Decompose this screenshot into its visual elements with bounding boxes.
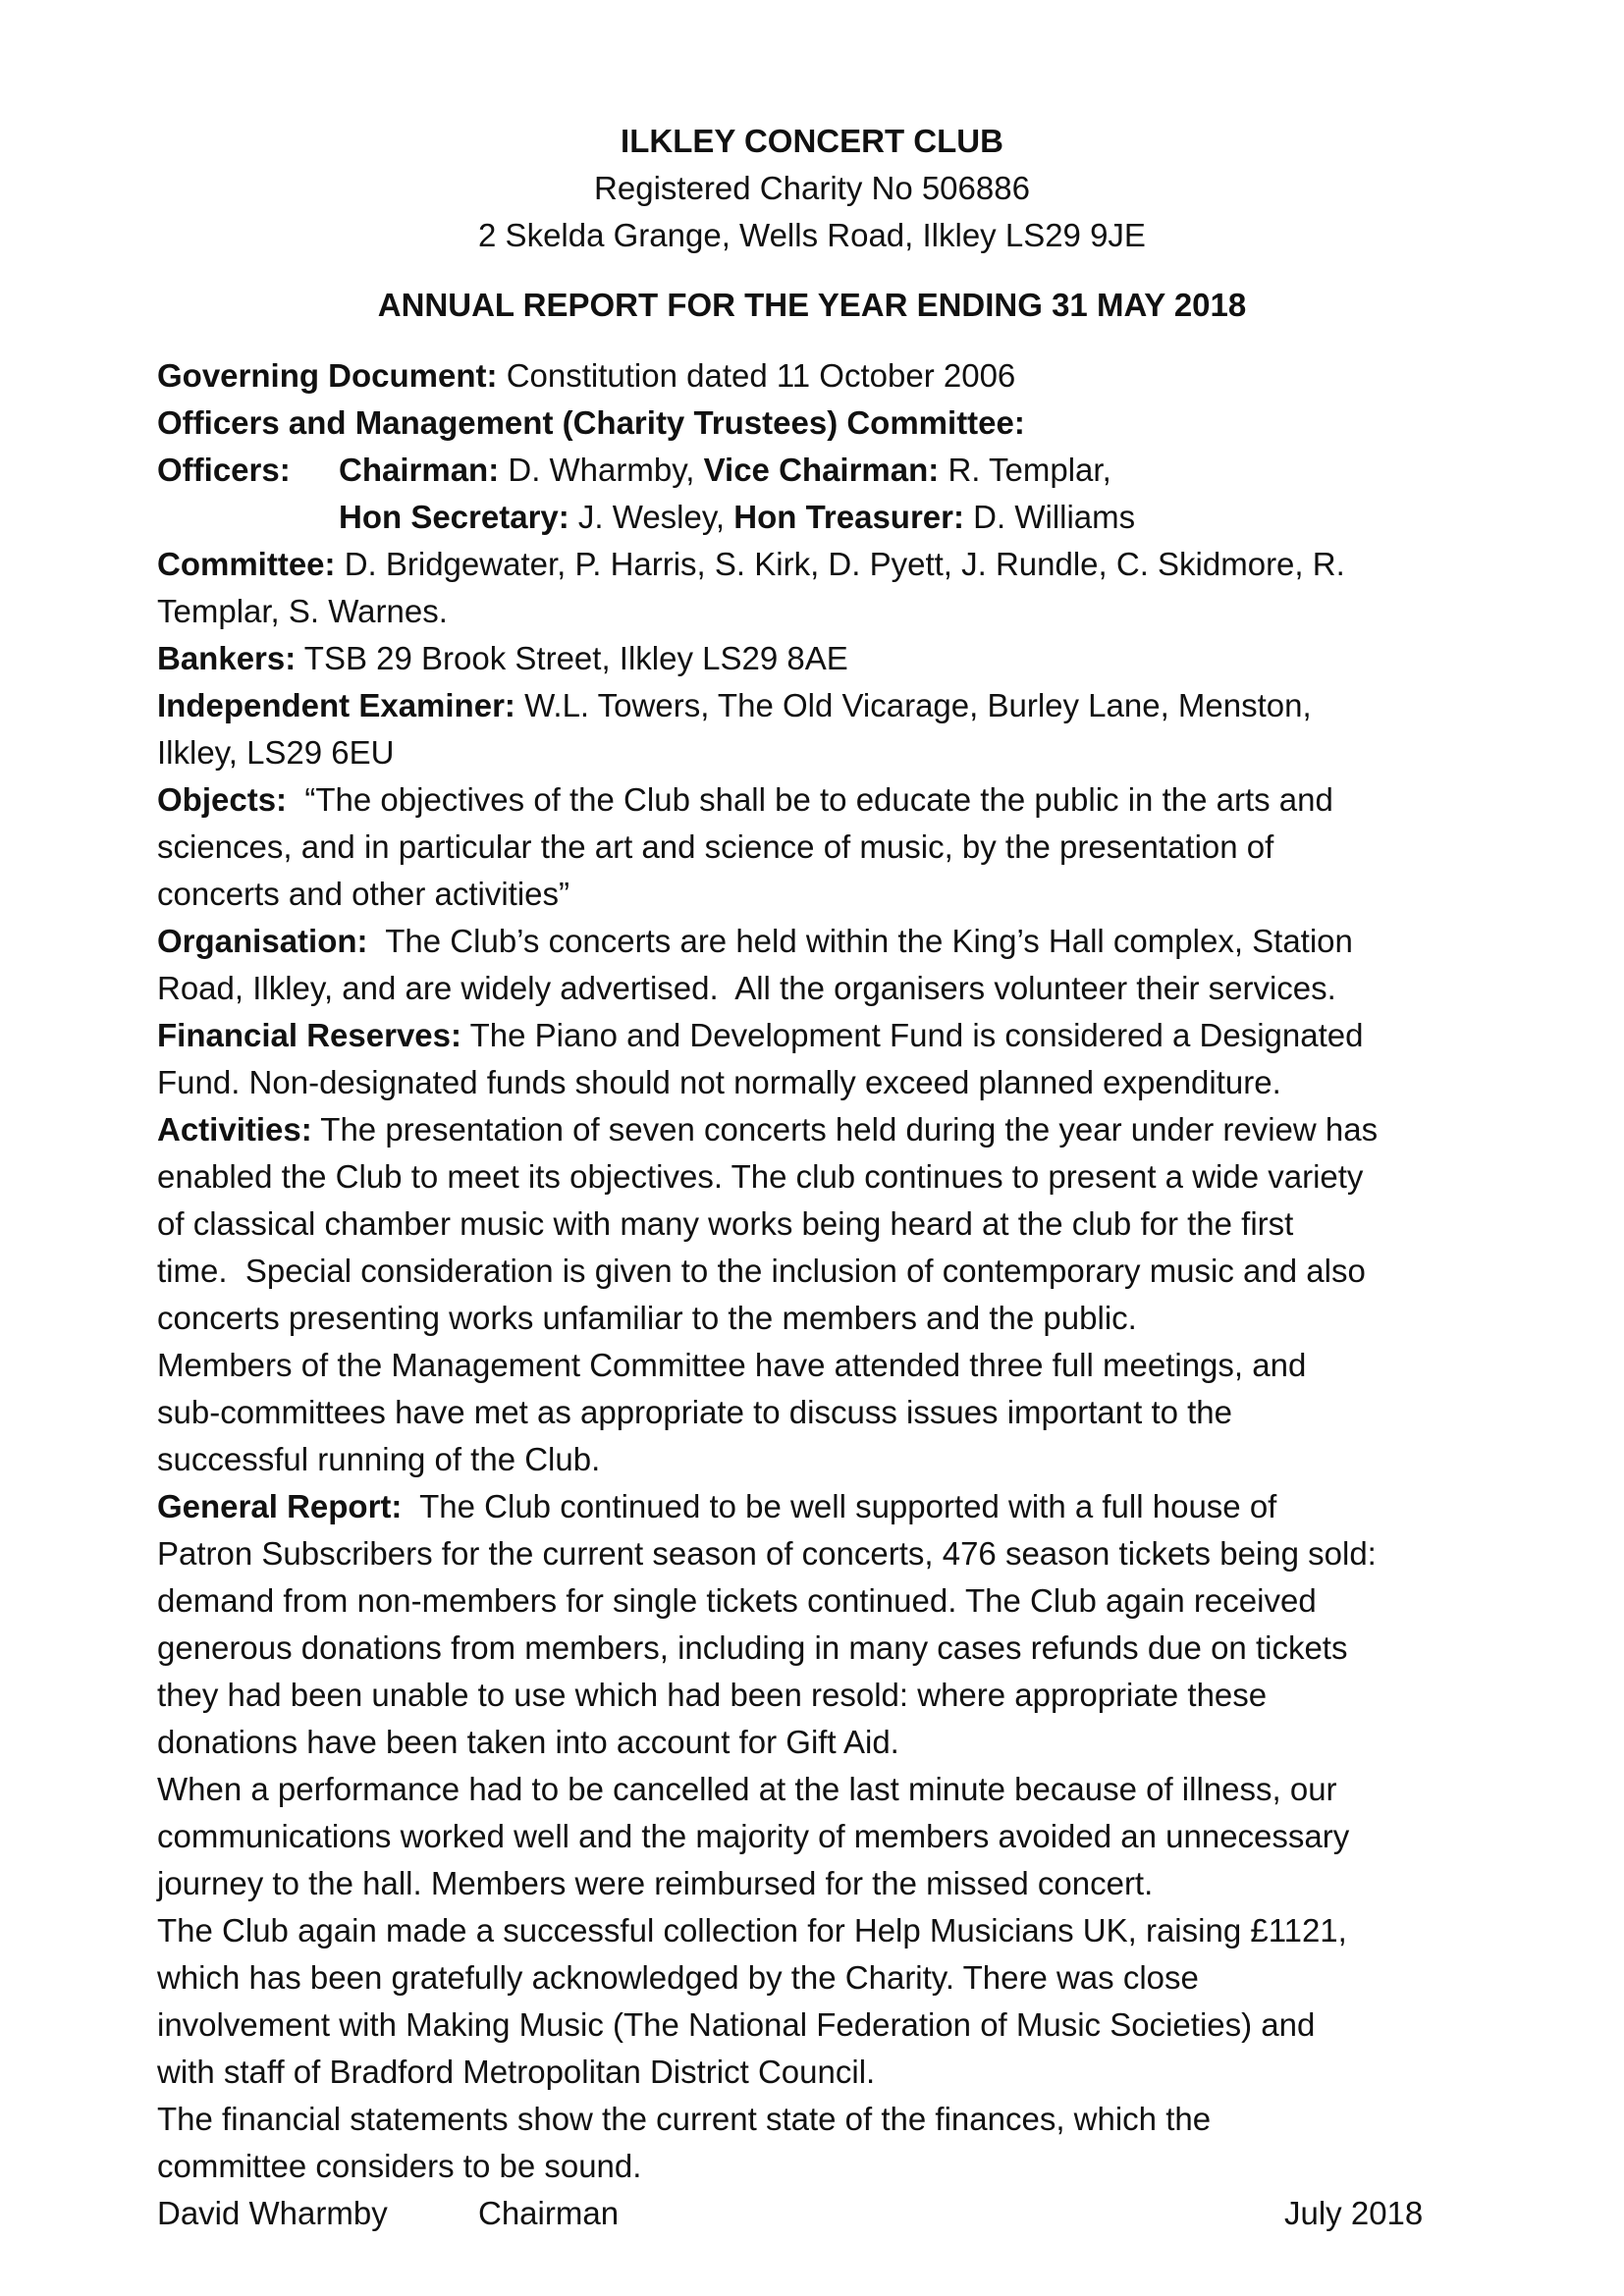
bankers-line xyxy=(157,635,1492,682)
governing-line xyxy=(157,352,1492,400)
activities-line: enabled the Club to meet its objectives. The club continues to present a wide variety xyxy=(157,1158,1364,1195)
report-body xyxy=(157,352,1492,2237)
vice-chairman-name: R. Templar, xyxy=(939,452,1111,488)
general-label: General Report: xyxy=(157,1488,403,1524)
signatory-role: Chairman xyxy=(478,2195,620,2231)
general-line: The Club again made a successful collection for Help Musicians UK, raising £1121, xyxy=(157,1912,1347,1949)
chairman-label: Chairman: xyxy=(339,452,500,488)
general-line: committee considers to be sound. xyxy=(157,2148,642,2184)
general-line: involvement with Making Music (The National Federation of Music Societies) and xyxy=(157,2006,1316,2043)
general-line: Patron Subscribers for the current season of concerts, 476 season tickets being sold: xyxy=(157,1535,1377,1572)
objects-line: sciences, and in particular the art and science of music, by the presentation of xyxy=(157,828,1274,865)
reserves-line xyxy=(157,1012,1492,1059)
activities-line: successful running of the Club. xyxy=(157,1441,601,1477)
general-line: When a performance had to be cancelled at the last minute because of illness, our xyxy=(157,1771,1337,1807)
signature-date: July 2018 xyxy=(1284,2195,1424,2231)
examiner-line-2: Ilkley, LS29 6EU xyxy=(157,734,395,771)
committee-members: D. Bridgewater, P. Harris, S. Kirk, D. Pyett, J. Rundle, C. Skidmore, R. xyxy=(335,546,1345,582)
bankers-text: TSB 29 Brook Street, Ilkley LS29 8AE xyxy=(296,640,848,676)
vice-chairman-label: Vice Chairman: xyxy=(703,452,940,488)
activities-line: Members of the Management Committee have attended three full meetings, and xyxy=(157,1347,1307,1383)
officers-line-1 xyxy=(157,447,1492,494)
chairman-name: D. Wharmby, xyxy=(499,452,704,488)
activities-line: time. Special consideration is given to the inclusion of contemporary music and also xyxy=(157,1253,1366,1289)
bankers-label: Bankers: xyxy=(157,640,297,676)
general-line: communications worked well and the majority of members avoided an unnecessary xyxy=(157,1818,1350,1854)
governing-text: Constitution dated 11 October 2006 xyxy=(497,357,1016,394)
general-line: with staff of Bradford Metropolitan District Council. xyxy=(157,2054,876,2090)
organisation-line xyxy=(157,918,1492,965)
club-address: 2 Skelda Grange, Wells Road, Ilkley LS29 9JE xyxy=(478,217,1146,253)
committee-line-2: Templar, S. Warnes. xyxy=(157,593,448,629)
signatory-name: David Wharmby xyxy=(157,2195,388,2231)
organisation-label: Organisation: xyxy=(157,923,368,959)
examiner-text: W.L. Towers, The Old Vicarage, Burley Lane, Menston, xyxy=(514,687,1312,723)
objects-text: “The objectives of the Club shall be to educate the public in the arts and xyxy=(287,781,1333,818)
club-name: ILKLEY CONCERT CLUB xyxy=(621,123,1003,159)
signature-line xyxy=(157,2190,1492,2237)
activities-line: of classical chamber music with many works being heard at the club for the first xyxy=(157,1205,1294,1242)
general-line: journey to the hall. Members were reimbursed for the missed concert. xyxy=(157,1865,1154,1901)
secretary-label: Hon Secretary: xyxy=(339,499,569,535)
report-title: ANNUAL REPORT FOR THE YEAR ENDING 31 MAY 2018 xyxy=(377,287,1247,323)
treasurer-name: D. Williams xyxy=(964,499,1136,535)
general-text: The Club continued to be well supported with a full house of xyxy=(402,1488,1277,1524)
secretary-name: J. Wesley, xyxy=(568,499,734,535)
reserves-text: The Piano and Development Fund is considered a Designated xyxy=(461,1017,1364,1053)
general-line: demand from non-members for single tickets continued. The Club again received xyxy=(157,1582,1317,1619)
objects-label: Objects: xyxy=(157,781,288,818)
general-line: The financial statements show the current state of the finances, which the xyxy=(157,2101,1212,2137)
charity-number: Registered Charity No 506886 xyxy=(594,170,1030,206)
officers-heading: Officers and Management (Charity Trustees) Committee: xyxy=(157,404,1025,441)
reserves-label: Financial Reserves: xyxy=(157,1017,461,1053)
examiner-line-1 xyxy=(157,682,1492,729)
general-line: donations have been taken into account for Gift Aid. xyxy=(157,1724,899,1760)
officers-label: Officers: xyxy=(157,452,291,488)
objects-line xyxy=(157,776,1492,824)
general-line: they had been unable to use which had been resold: where appropriate these xyxy=(157,1677,1268,1713)
general-line xyxy=(157,1483,1492,1530)
governing-label: Governing Document: xyxy=(157,357,498,394)
committee-label: Committee: xyxy=(157,546,336,582)
general-line: which has been gratefully acknowledged by the Charity. There was close xyxy=(157,1959,1199,1996)
organisation-line: Road, Ilkley, and are widely advertised. All the organisers volunteer their services. xyxy=(157,970,1336,1006)
activities-line: sub-committees have met as appropriate to discuss issues important to the xyxy=(157,1394,1233,1430)
committee-line-1 xyxy=(157,541,1492,588)
activities-text: The presentation of seven concerts held during the year under review has xyxy=(311,1111,1379,1148)
examiner-label: Independent Examiner: xyxy=(157,687,515,723)
general-line: generous donations from members, including in many cases refunds due on tickets xyxy=(157,1629,1348,1666)
organisation-text: The Club’s concerts are held within the King’s Hall complex, Station xyxy=(367,923,1353,959)
activities-label: Activities: xyxy=(157,1111,312,1148)
activities-line xyxy=(157,1106,1492,1153)
reserves-line: Fund. Non-designated funds should not normally exceed planned expenditure. xyxy=(157,1064,1281,1100)
treasurer-label: Hon Treasurer: xyxy=(733,499,964,535)
officers-line-2 xyxy=(157,494,1492,541)
objects-line: concerts and other activities” xyxy=(157,876,570,912)
activities-line: concerts presenting works unfamiliar to the members and the public. xyxy=(157,1300,1137,1336)
